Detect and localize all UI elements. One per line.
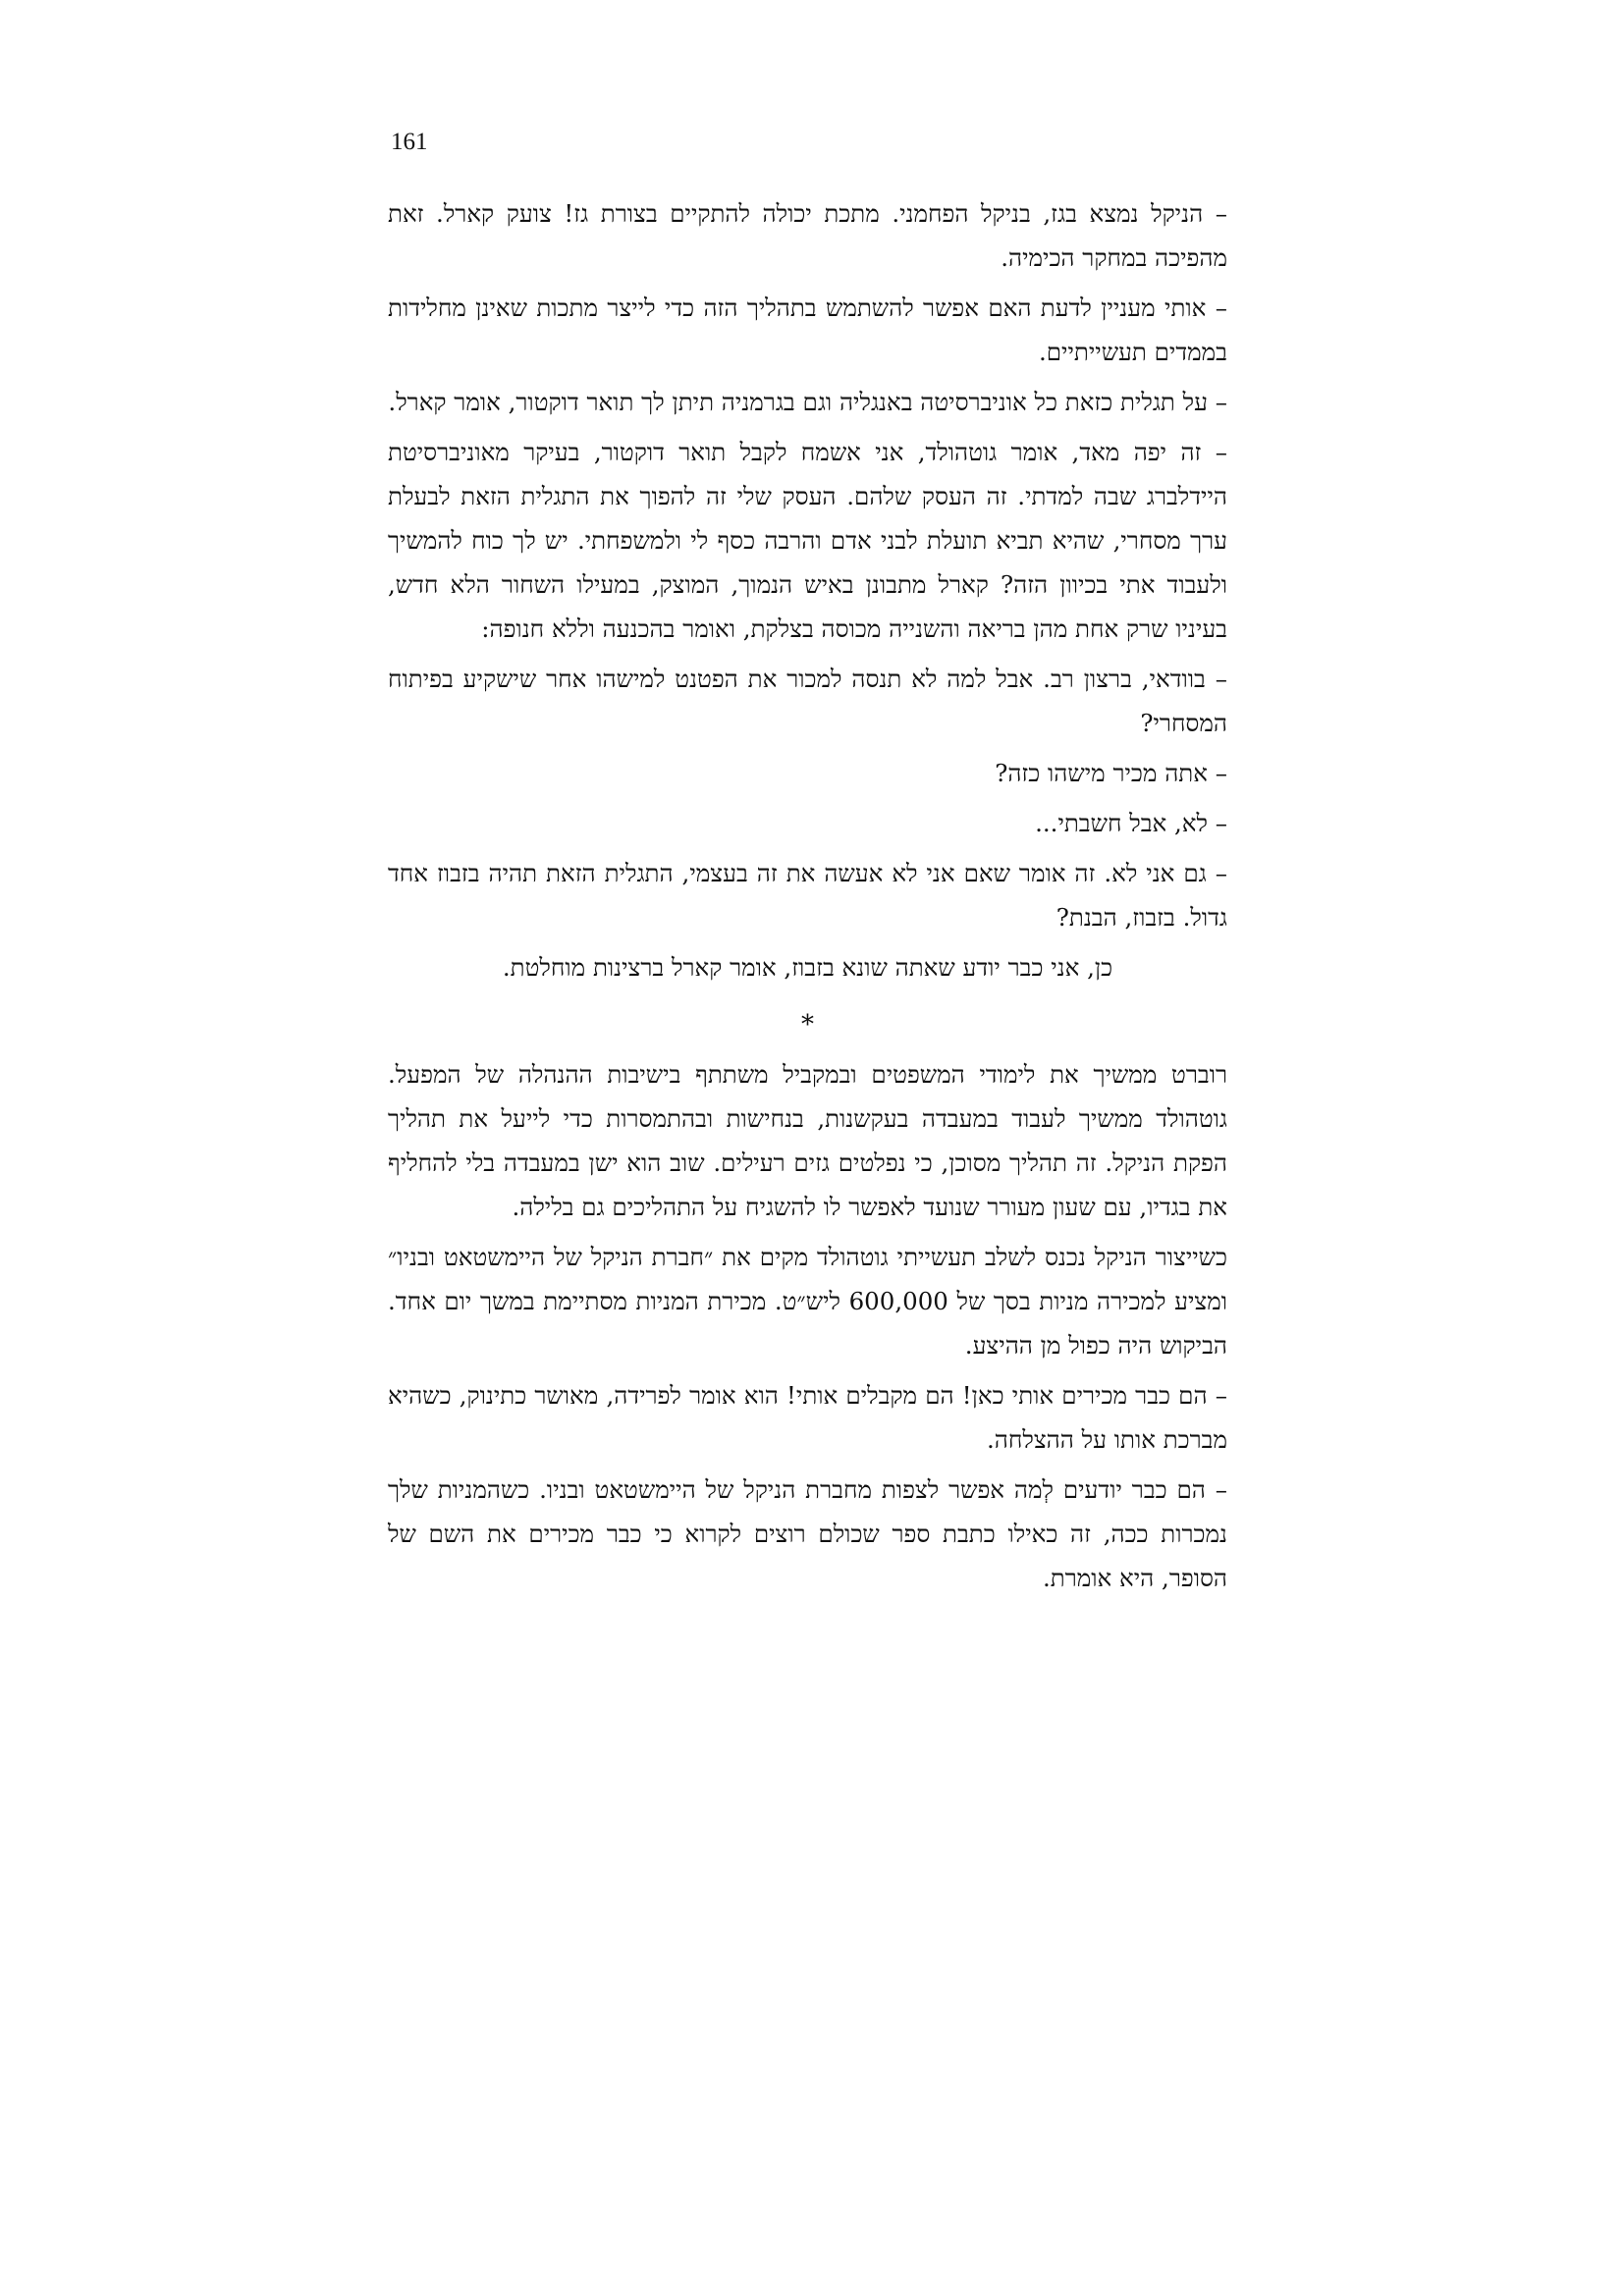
paragraph: – הם כבר יודעים לְמה אפשר לצפות מחברת הניקל של היימשטאט ובניו. כשהמניות שלך נמכרות ככה, זה כאילו כתבת ספר שכולם רוצים לקרוא כי כבר מכירים את השם של הסופר, היא אומרת. [388, 1475, 1227, 1592]
paragraph: כשייצור הניקל נכנס לשלב תעשייתי גוטהולד מקים את ״חברת הניקל של היימשטאט ובניו״ ומציע למכירה מניות בסך של 600,000 ליש״ט. מכירת המניות מסתיימת במשך יום אחד. הביקוש היה כפול מן ההיצע. [388, 1243, 1228, 1360]
paragraph: – לא, אבל חשבתי... [1035, 809, 1227, 837]
paragraph: – אתה מכיר מישהו כזה? [995, 759, 1227, 787]
paragraph: – זה יפה מאד, אומר גוטהולד, אני אשמח לקבל תואר דוקטור, בעיקר מאוניברסיטת היידלברג שבה למדתי. זה העסק שלהם. העסק שלי זה להפוך את התגלית הזאת לבעלת ערך מסחרי, שהיא תביא תועלת לבני אדם והרבה כסף לי ולמשפחתי. יש לך כוח להמשיך ולעבוד אתי בכיוון הזה? קארל מתבונן באיש הנמוך, המוצק, במעילו השחור הלא חדש, בעיניו שרק אחת מהן בריאה והשנייה מכוסה בצלקת, ואומר בהכנעה וללא חנופה: [388, 438, 1227, 643]
body-text [388, 191, 1227, 1606]
closing-line: כן, אני כבר יודע שאתה שונא בזבוז, אומר קארל ברצינות מוחלטת. [502, 953, 1113, 982]
paragraph: רוברט ממשיך את לימודי המשפטים ובמקביל משתתף בישיבות ההנהלה של המפעל. גוטהולד ממשיך לעבוד במעבדה בעקשנות, בנחישות ובהתמסרות כדי לייעל את תהליך הפקת הניקל. זה תהליך מסוכן, כי נפלטים גזים רעילים. שוב הוא ישן במעבדה בלי להחליף את בגדיו, עם שעון מעורר שנועד לאפשר לו להשגיח על התהליכים גם בלילה. [388, 1060, 1227, 1221]
paragraph: – אותי מעניין לדעת האם אפשר להשתמש בתהליך הזה כדי לייצר מתכות שאינן מחלידות בממדים תעשייתיים. [388, 294, 1227, 366]
paragraph: – בוודאי, ברצון רב. אבל למה לא תנסה למכור את הפטנט למישהו אחר שישקיע בפיתוח המסחרי? [388, 665, 1227, 737]
paragraph: – על תגלית כזאת כל אוניברסיטה באנגליה וגם בגרמניה תיתן לך תואר דוקטור, אומר קארל. [388, 388, 1227, 416]
paragraph: – גם אני לא. זה אומר שאם אני לא אעשה את זה בעצמי, התגלית הזאת תהיה בזבוז אחד גדול. בזבוז, הבנת? [388, 859, 1227, 932]
page-number: 161 [391, 129, 428, 155]
section-divider: * [801, 1010, 814, 1040]
paragraph: – הניקל נמצא בגז, בניקל הפחמני. מתכת יכולה להתקיים בצורת גז! צועק קארל. זאת מהפיכה במחקר הכימיה. [388, 199, 1227, 272]
paragraph: – הם כבר מכירים אותי כאן! הם מקבלים אותי! הוא אומר לפרידה, מאושר כתינוק, כשהיא מברכת אותו על ההצלחה. [388, 1381, 1227, 1454]
